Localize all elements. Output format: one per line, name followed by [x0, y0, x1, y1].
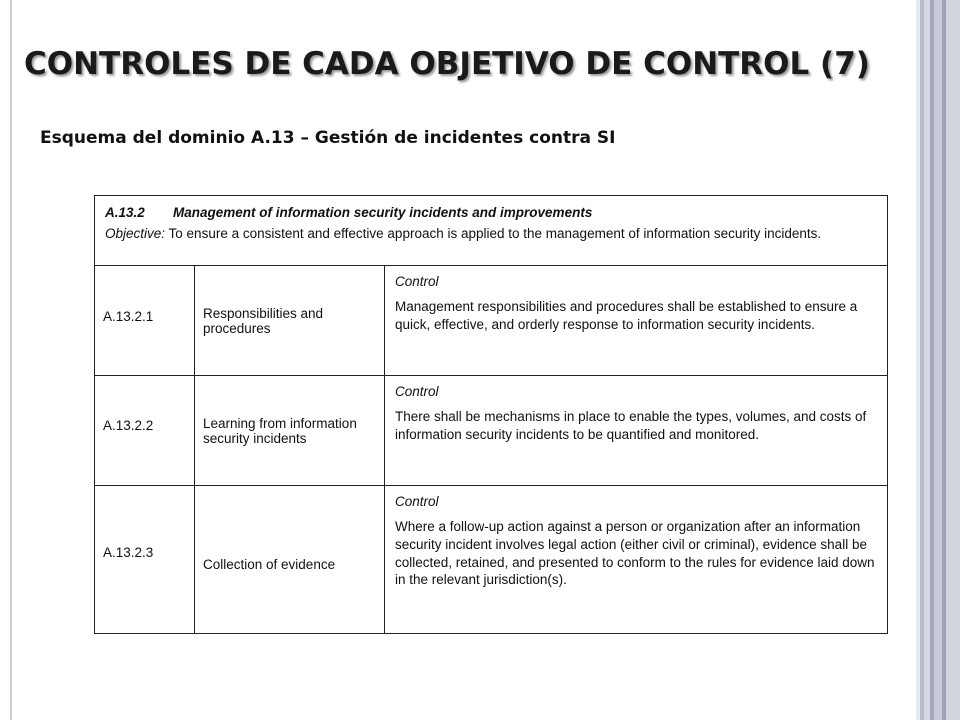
control-id-cell: [95, 266, 195, 376]
control-description-cell: [385, 486, 888, 634]
left-frame-line: [10, 0, 12, 720]
section-objective: [105, 226, 877, 241]
control-name: Responsibilities and procedures: [203, 305, 324, 336]
control-id: A.13.2.2: [103, 418, 154, 433]
objective-label: Objective:: [105, 226, 166, 241]
table-row: [95, 486, 888, 634]
control-id-cell: [95, 376, 195, 486]
control-name-cell: [195, 486, 385, 634]
control-name-cell: [195, 376, 385, 486]
right-frame-decoration: [916, 0, 960, 720]
control-id-cell: [95, 486, 195, 634]
table-row: [95, 376, 888, 486]
controls-table: [94, 195, 888, 634]
control-description-cell: [385, 266, 888, 376]
control-name-cell: [195, 266, 385, 376]
control-id: A.13.2.3: [103, 545, 154, 560]
control-description: Management responsibilities and procedures shall be established to ensure a quick, effective, and orderly response to information security incidents.: [395, 299, 858, 332]
control-label: Control: [395, 494, 439, 509]
control-name: Learning from information security incidents: [203, 415, 357, 446]
section-number: A.13.2: [105, 205, 145, 220]
objective-text: To ensure a consistent and effective approach is applied to the management of information security incidents.: [165, 226, 822, 241]
slide-subtitle: Esquema del dominio A.13 – Gestión de incidentes contra SI: [40, 128, 616, 148]
control-description-cell: [385, 376, 888, 486]
control-label: Control: [395, 384, 439, 399]
table-row: [95, 266, 888, 376]
control-label: Control: [395, 274, 439, 289]
control-name: Collection of evidence: [203, 557, 336, 572]
control-description: Where a follow-up action against a person or organization after an information security incident involves legal action (either civil or criminal), evidence shall be collected, retained, and presented to conform to the rules for evidence laid down in the relevant jurisdiction(s).: [395, 519, 875, 588]
slide-title: CONTROLES DE CADA OBJETIVO DE CONTROL (7): [24, 46, 870, 82]
section-heading: [105, 205, 877, 220]
section-header-cell: [95, 196, 888, 266]
section-title: Management of information security incidents and improvements: [173, 205, 593, 220]
control-id: A.13.2.1: [103, 309, 154, 324]
section-row: [95, 196, 888, 266]
control-description: There shall be mechanisms in place to enable the types, volumes, and costs of information security incidents to be quantified and monitored.: [395, 409, 867, 442]
